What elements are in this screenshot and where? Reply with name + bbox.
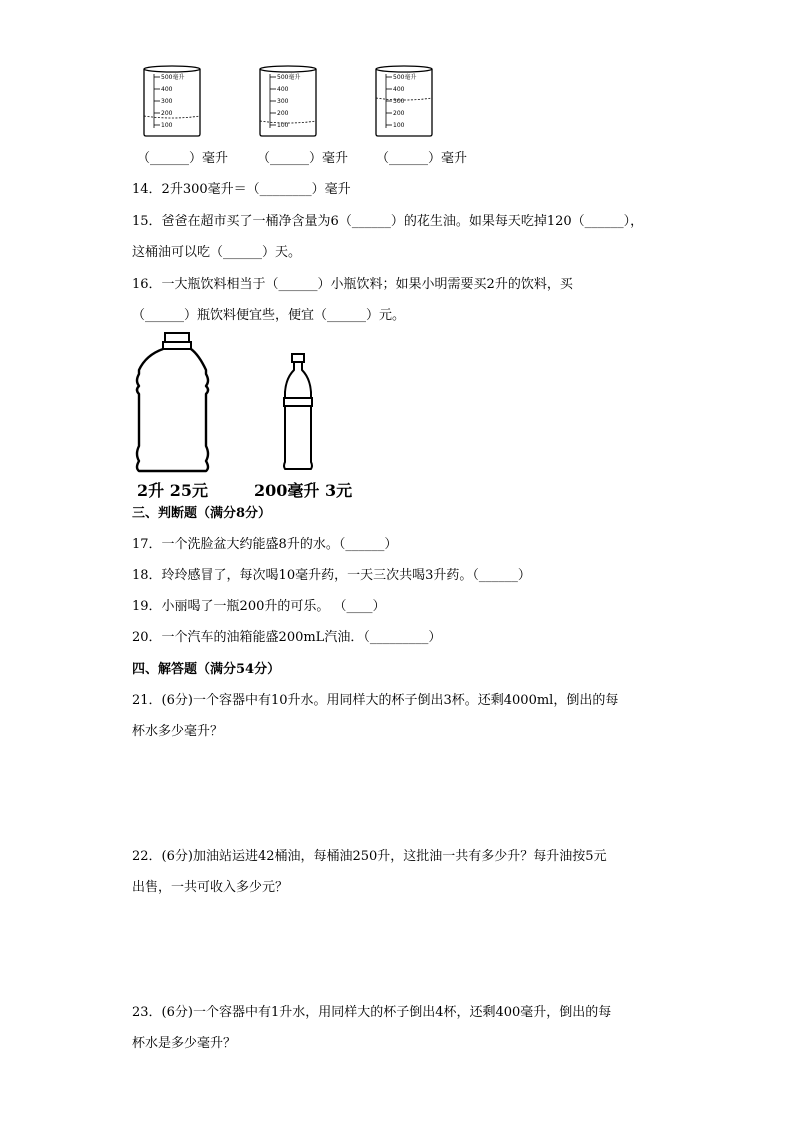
- question-21-line-1: 21．(6分)一个容器中有10升水。用同样大的杯子倒出3杯。还剩4000ml，倒出的每: [132, 693, 619, 708]
- beaker-2-answer[interactable]: （______）毫升: [257, 151, 349, 166]
- beaker-1-mark-400: 400: [161, 86, 173, 93]
- beaker-2-mark-300: 300: [277, 98, 289, 105]
- beaker-1-mark-300: 300: [161, 98, 173, 105]
- big-bottle-caption: 2升 25元: [137, 481, 208, 500]
- big-bottle-image: [132, 330, 212, 474]
- question-15-line-2: 这桶油可以吃（______）天。: [132, 245, 302, 260]
- beaker-2-image: [256, 64, 320, 138]
- question-21-line-2: 杯水多少毫升？: [132, 724, 224, 739]
- beaker-1-image: [140, 64, 204, 138]
- beaker-3-mark-500: 500毫升: [393, 74, 417, 81]
- beaker-1-mark-100: 100: [161, 122, 173, 129]
- question-23-line-2: 杯水是多少毫升？: [132, 1036, 237, 1051]
- question-18: 18．玲玲感冒了，每次喝10毫升药，一天三次共喝3升药。（______）: [132, 568, 531, 583]
- beaker-3-answer[interactable]: （______）毫升: [376, 151, 468, 166]
- question-16-line-2: （______）瓶饮料便宜些，便宜（______）元。: [132, 308, 406, 323]
- small-bottle-image: [278, 352, 318, 472]
- small-bottle-caption: 200毫升 3元: [254, 481, 353, 500]
- beaker-2-mark-500: 500毫升: [277, 74, 301, 81]
- beaker-1-mark-500: 500毫升: [161, 74, 185, 81]
- beaker-3-mark-200: 200: [393, 110, 405, 117]
- question-22-line-1: 22．(6分)加油站运进42桶油，每桶油250升，这批油一共有多少升？每升油按5元: [132, 849, 607, 864]
- section-4-heading: 四、解答题（满分54分）: [132, 662, 281, 677]
- question-14: 14．2升300毫升＝（________）毫升: [132, 182, 351, 197]
- question-22-line-2: 出售，一共可收入多少元？: [132, 880, 289, 895]
- question-19: 19．小丽喝了一瓶200升的可乐。 （____）: [132, 599, 386, 614]
- question-23-line-1: 23．(6分)一个容器中有1升水，用同样大的杯子倒出4杯，还剩400毫升，倒出的每: [132, 1005, 612, 1020]
- beaker-2-mark-100: 100: [277, 122, 289, 129]
- beaker-3-image: [372, 64, 436, 138]
- beaker-1-answer[interactable]: （______）毫升: [137, 151, 229, 166]
- beaker-3-mark-300: 300: [393, 98, 405, 105]
- beaker-2-mark-200: 200: [277, 110, 289, 117]
- beaker-3-mark-400: 400: [393, 86, 405, 93]
- beaker-3-mark-100: 100: [393, 122, 405, 129]
- question-17: 17．一个洗脸盆大约能盛8升的水。（______）: [132, 537, 398, 552]
- section-3-heading: 三、判断题（满分8分）: [132, 506, 272, 521]
- question-20: 20．一个汽车的油箱能盛200mL汽油．（_________）: [132, 630, 442, 645]
- beaker-2-mark-400: 400: [277, 86, 289, 93]
- beaker-1-mark-200: 200: [161, 110, 173, 117]
- question-16-line-1: 16．一大瓶饮料相当于（______）小瓶饮料；如果小明需要买2升的饮料，买: [132, 277, 573, 292]
- question-15-line-1: 15．爸爸在超市买了一桶净含量为6（______）的花生油。如果每天吃掉120（______），: [132, 214, 644, 229]
